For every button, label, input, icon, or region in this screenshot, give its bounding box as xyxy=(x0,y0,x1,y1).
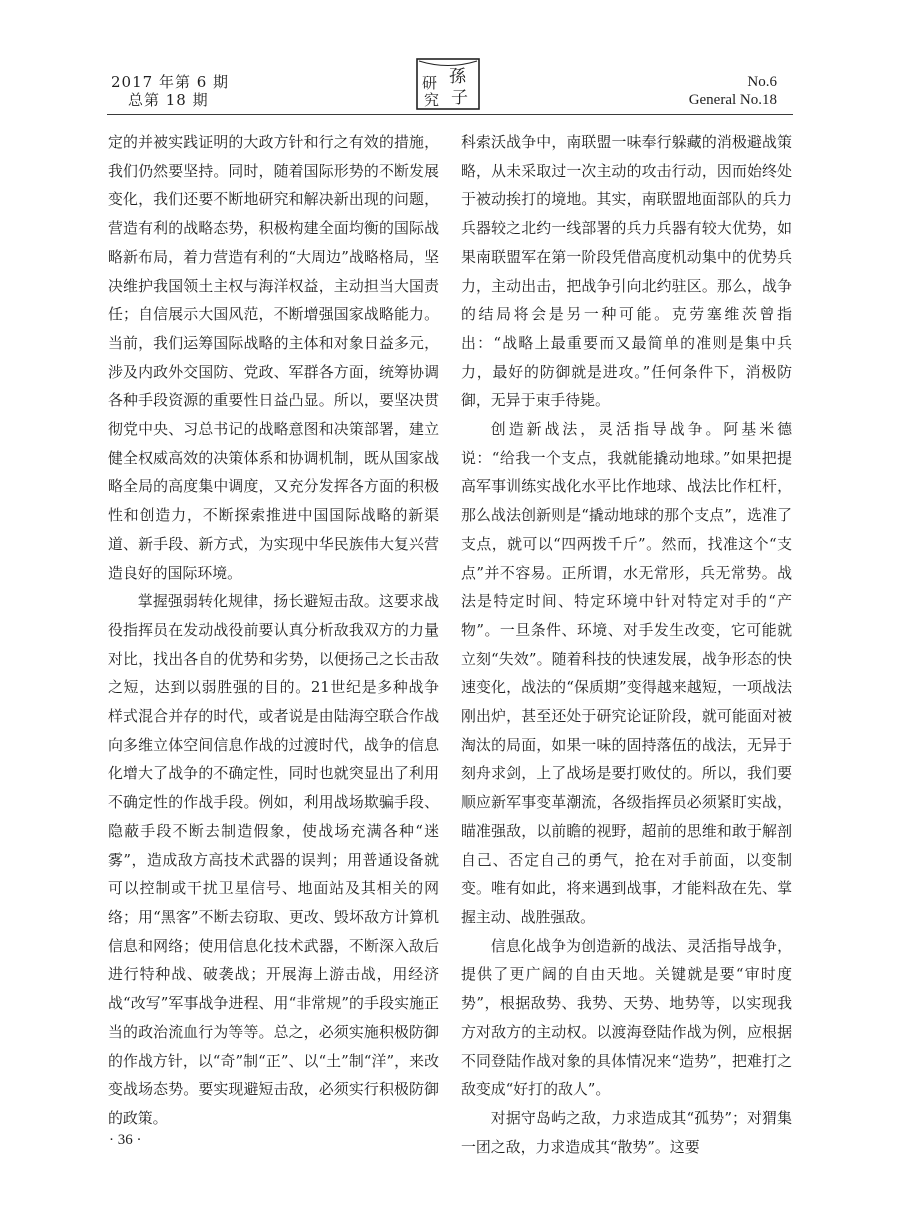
right-column xyxy=(461,128,792,1161)
page-number: · 36 · xyxy=(109,1132,142,1148)
paragraph: 创造新战法，灵活指导战争。阿基米德说：“给我一个支点，我就能撬动地球。”如果把提高军事训练实战化水平比作地球、战法比作杠杆，那么战法创新则是“撬动地球的那个支点”，选准了支点，就可以“四两拨千斤”。然而，找准这个“支点”并不容易。正所谓，水无常形，兵无常势。战法是特定时间、特定环境中针对特定对手的“产物”。一旦条件、环境、对手发生改变，它可能就立刻“失效”。随着科技的快速发展，战争形态的快速变化，战法的“保质期”变得越来越短，一项战法刚出炉，甚至还处于研究论证阶段，就可能面对被淘汰的局面，如果一味的固持落伍的战法，无异于刻舟求剑，上了战场是要打败仗的。所以，我们要顺应新军事变革潮流，各级指挥员必须紧盯实战，瞄准强敌，以前瞻的视野，超前的思维和敢于解剖自己、否定自己的勇气，抢在对手前面，以变制变。唯有如此，将来遇到战事，才能料敌在先、掌握主动、战胜强敌。 xyxy=(461,420,792,926)
issue-info-en xyxy=(689,73,777,109)
paragraph: 信息化战争为创造新的战法、灵活指导战争，提供了更广阔的自由天地。关键就是要“审时度势”，根据敌势、我势、天势、地势等，以实现我方对敌方的主动权。以渡海登陆作战为例，应根据不同登陆作战对象的具体情况来“造势”，把难打之敌变成“好打的敌人”。 xyxy=(461,936,792,1099)
total-issue-cn: 总第 18 期 xyxy=(128,91,209,109)
header-rule xyxy=(107,114,793,115)
logo-char-4: 子 xyxy=(451,88,468,108)
general-number-en: General No.18 xyxy=(688,92,777,108)
paragraph: 科索沃战争中，南联盟一味奉行躲藏的消极避战策略，从未采取过一次主动的攻击行动，因而始终处于被动挨打的境地。其实，南联盟地面部队的兵力兵器较之北约一线部署的兵力兵器有较大优势，如果南联盟军在第一阶段凭借高度机动集中的优势兵力，主动出击，把战争引向北约驻区。那么，战争的结局将会是另一种可能。克劳塞维茨曾指出：“战略上最重要而又最简单的准则是集中兵力，最好的防御就是进攻。”任何条件下，消极防御，无异于束手待毙。 xyxy=(461,133,792,410)
left-column xyxy=(108,128,439,1133)
logo-char-2: 究 xyxy=(424,91,440,109)
issue-number-cn: 2017 年第 6 期 xyxy=(111,73,230,91)
paragraph: 对据守岛屿之敌，力求造成其“孤势”；对猬集一团之敌，力求造成其“散势”。这要 xyxy=(461,1108,792,1156)
issue-info-cn xyxy=(111,73,229,109)
logo-char-1: 研 xyxy=(422,74,438,92)
logo-char-3: 孫 xyxy=(449,67,466,87)
page-header xyxy=(0,0,900,140)
journal-logo xyxy=(416,58,480,110)
paragraph: 定的并被实践证明的大政方针和行之有效的措施，我们仍然要坚持。同时，随着国际形势的不断发展变化，我们还要不断地研究和解决新出现的问题，营造有利的战略态势，积极构建全面均衡的国际战略新布局，着力营造有利的“大周边”战略格局，坚决维护我国领土主权与海洋权益，主动担当大国责任；自信展示大国风范，不断增强国家战略能力。当前，我们运筹国际战略的主体和对象日益多元，涉及内政外交国防、党政、军群各方面，统筹协调各种手段资源的重要性日益凸显。所以，要坚决贯彻党中央、习总书记的战略意图和决策部署，建立健全权威高效的决策体系和协调机制，既从国家战略全局的高度集中调度，又充分发挥各方面的积极性和创造力，不断探索推进中国国际战略的新渠道、新手段、新方式，为实现中华民族伟大复兴营造良好的国际环境。 xyxy=(108,133,439,582)
paragraph: 掌握强弱转化规律，扬长避短击敌。这要求战役指挥员在发动战役前要认真分析敌我双方的力量对比，找出各自的优势和劣势，以便扬己之长击敌之短，达到以弱胜强的目的。21世纪是多种战争样式混合并存的时代，或者说是由陆海空联合作战向多维立体空间信息作战的过渡时代，战争的信息化增大了战争的不确定性，同时也就突显出了利用不确定性的作战手段。例如，利用战场欺骗手段、隐蔽手段不断去制造假象，使战场充满各种“迷雾”，造成敌方高技术武器的误判；用普通设备就可以控制或干扰卫星信号、地面站及其相关的网络；用“黑客”不断去窃取、更改、毁坏敌方计算机信息和网络；使用信息化技术武器，不断深入敌后进行特种战、破袭战；开展海上游击战，用经济战“改写”军事战争进程、用“非常规”的手段实施正当的政治流血行为等等。总之，必须实施积极防御的作战方针，以“奇”制“正”、以“土”制“洋”，来改变战场态势。要实现避短击敌，必须实行积极防御的政策。 xyxy=(108,592,439,1127)
issue-number-en: No.6 xyxy=(747,74,777,90)
